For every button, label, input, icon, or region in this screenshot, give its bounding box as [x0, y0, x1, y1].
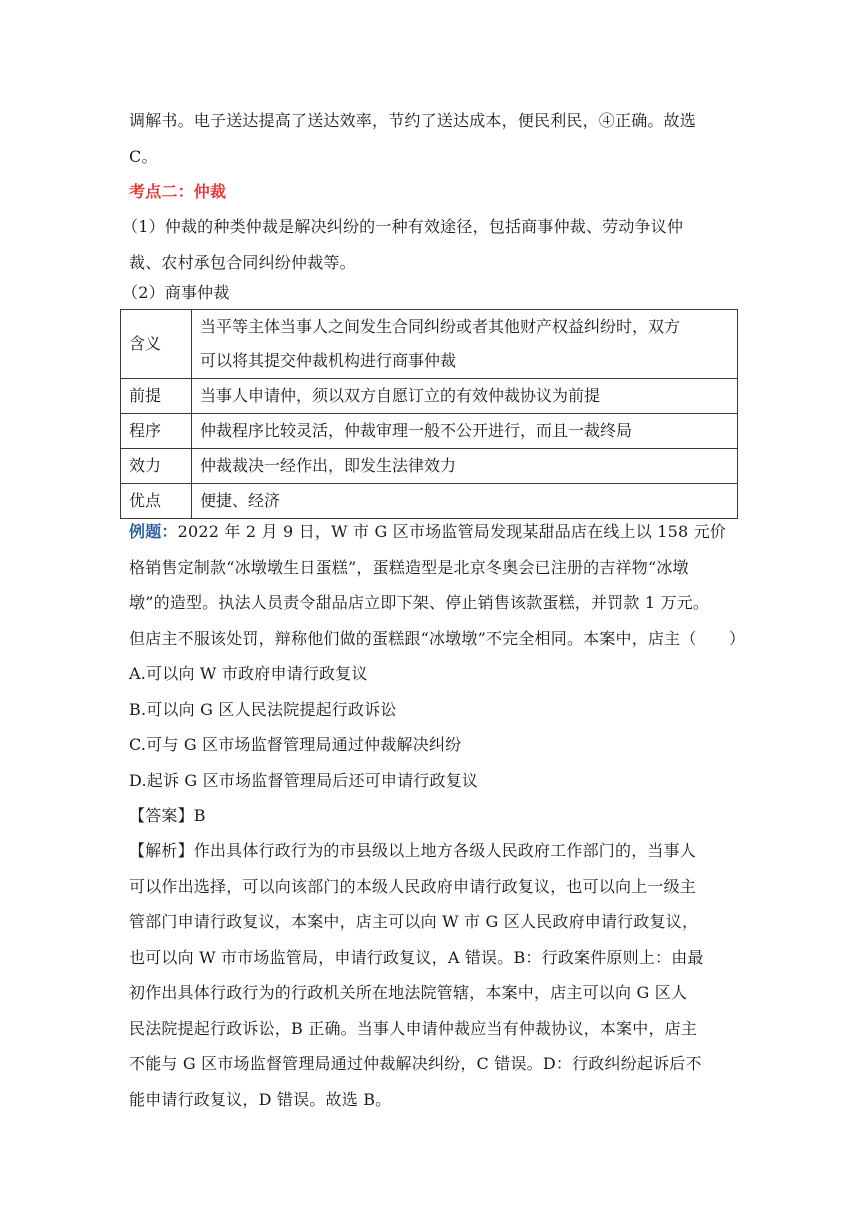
- table-row-value: 仲裁裁决一经作出，即发生法律效力: [192, 449, 738, 484]
- analysis-line-3: 管部门申请行政复议，本案中，店主可以向 W 市 G 区人民政府申请行政复议，: [129, 912, 699, 931]
- table-row-value-line-1: 当平等主体当事人之间发生合同纠纷或者其他财产权益纠纷时，双方: [200, 317, 681, 336]
- table-row-key: 前提: [121, 379, 192, 414]
- point-1-line-1: （1）仲裁的种类仲裁是解决纠纷的一种有效途径，包括商事仲裁、劳动争议仲: [122, 217, 684, 236]
- intro-line-2: C。: [129, 146, 158, 166]
- intro-line-1: 调解书。电子送达提高了送达效率，节约了送达成本，便民利民，④正确。故选: [129, 111, 697, 130]
- analysis-line-8: 能申请行政复议，D 错误。故选 B。: [129, 1089, 392, 1109]
- example-label: 例题：: [129, 522, 178, 541]
- table-row-key: 程序: [121, 414, 192, 449]
- table-row: [121, 310, 738, 379]
- analysis-line-6: 民法院提起行政诉讼，B 正确。当事人申请仲裁应当有仲裁协议，本案中，店主: [129, 1018, 698, 1038]
- table-row-key: 优点: [121, 484, 192, 519]
- example-line-1-text: 2022 年 2 月 9 日，W 市 G 区市场监管局发现某甜品店在线上以 158 元价: [177, 522, 727, 541]
- option-b: B.可以向 G 区人民法院提起行政诉讼: [129, 699, 397, 719]
- analysis-line-4: 也可以向 W 市市场监管局，申请行政复议，A 错误。B：行政案件原则上：由最: [129, 947, 704, 967]
- example-line-2: 格销售定制款“冰墩墩生日蛋糕”，蛋糕造型是北京冬奥会已注册的吉祥物“冰墩: [129, 557, 689, 577]
- analysis-line-2: 可以作出选择，可以向该部门的本级人民政府申请行政复议，也可以向上一级主: [129, 876, 697, 896]
- table-row: [121, 414, 738, 449]
- table-row: [121, 379, 738, 414]
- intro-paragraph: [129, 103, 729, 174]
- point-2-title: （2）商事仲裁: [122, 283, 230, 302]
- table-row-key: 含义: [121, 310, 192, 379]
- point-1-paragraph: [122, 209, 722, 280]
- analysis-line-5: 初作出具体行政行为的行政机关所在地法院管辖，本案中，店主可以向 G 区人: [129, 983, 688, 1002]
- example-line-1: [129, 514, 729, 550]
- table-row-value: [192, 310, 738, 379]
- point-1-line-2: 裁、农村承包合同纠纷仲裁等。: [129, 252, 356, 272]
- example-question: [129, 514, 746, 656]
- analysis-line-7: 不能与 G 区市场监督管理局通过仲裁解决纠纷，C 错误。D：行政纠纷起诉后不: [129, 1054, 702, 1073]
- table-row-value: 当事人申请仲，须以双方自愿订立的有效仲裁协议为前提: [192, 379, 738, 414]
- option-c: C.可与 G 区市场监督管理局通过仲裁解决纠纷: [129, 735, 462, 754]
- example-line-3: 墩”的造型。执法人员责令甜品店立即下架、停止销售该款蛋糕，并罚款 1 万元。: [129, 593, 710, 612]
- option-d: D.起诉 G 区市场监督管理局后还可申请行政复议: [129, 770, 479, 790]
- table-row-value: 便捷、经济: [192, 484, 738, 519]
- example-line-4: 但店主不服该处罚，辩称他们做的蛋糕跟“冰墩墩”不完全相同。本案中，店主（ ）: [129, 628, 746, 648]
- table-row: [121, 449, 738, 484]
- option-a: A.可以向 W 市政府申请行政复议: [129, 664, 368, 683]
- table-row-value: 仲裁程序比较灵活，仲裁审理一般不公开进行，而且一裁终局: [192, 414, 738, 449]
- commercial-arbitration-table: [120, 309, 738, 519]
- section-title: 考点二：仲裁: [129, 182, 227, 201]
- table-row-key: 效力: [121, 449, 192, 484]
- answer-options: [129, 656, 729, 798]
- analysis-paragraph: [129, 833, 729, 1117]
- analysis-line-1: 【解析】作出具体行政行为的市县级以上地方各级人民政府工作部门的，当事人: [129, 841, 697, 860]
- table-row-value-line-2: 可以将其提交仲裁机构进行商事仲裁: [200, 351, 457, 370]
- answer-line: 【答案】B: [129, 806, 206, 825]
